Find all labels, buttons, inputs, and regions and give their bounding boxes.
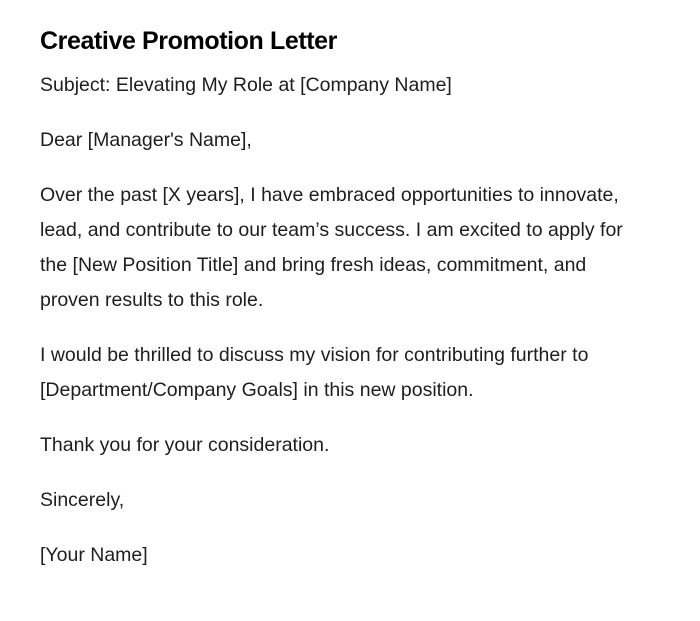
letter-title: Creative Promotion Letter (40, 27, 338, 55)
body-paragraph-2: I would be thrilled to discuss my vision for contributing further to [Department/Company Goals] in this new position. (40, 344, 589, 401)
body-paragraph-1: Over the past [X years], I have embraced opportunities to innovate, lead, and contribute to our team’s success. I am excited to apply for the [New Position Title] and bring fresh ideas, commitment, and proven results to this role. (40, 184, 623, 311)
closing-line: Sincerely, (40, 489, 125, 511)
subject-line: Subject: Elevating My Role at [Company Name] (40, 74, 452, 96)
thank-you-line: Thank you for your consideration. (40, 434, 330, 456)
greeting: Dear [Manager's Name], (40, 129, 252, 151)
signature-placeholder: [Your Name] (40, 544, 148, 566)
